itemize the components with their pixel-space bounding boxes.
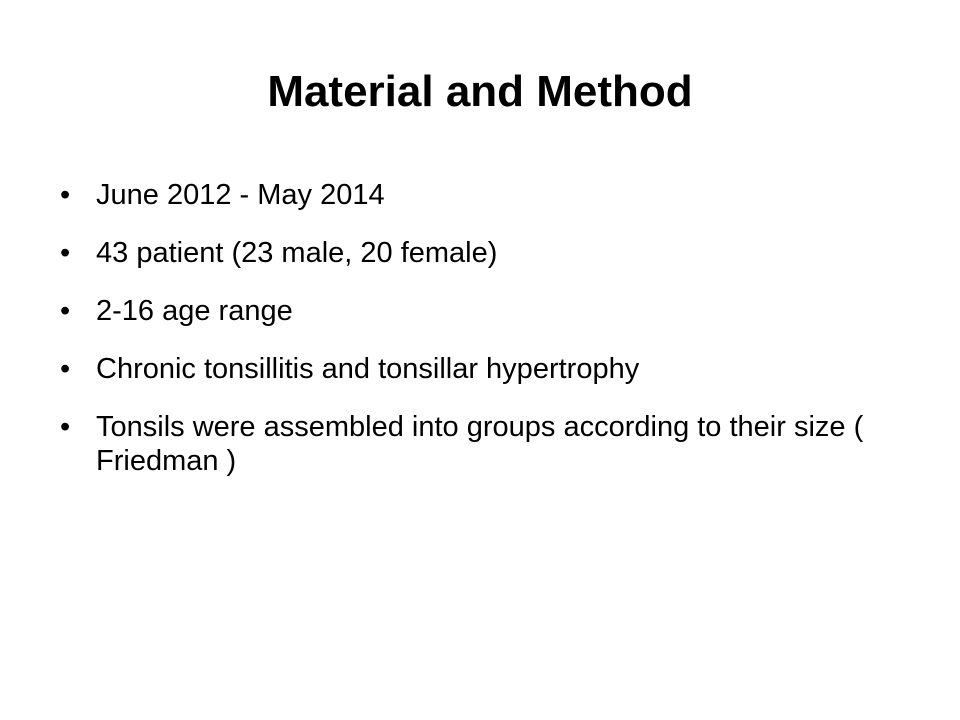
bullet-item-patients xyxy=(60,236,920,270)
bullet-item-diagnosis xyxy=(60,352,920,386)
bullet-text: Chronic tonsillitis and tonsillar hypertrophy xyxy=(96,353,640,385)
bullet-list xyxy=(60,178,920,502)
bullet-text: 2-16 age range xyxy=(96,295,293,327)
bullet-icon: • xyxy=(60,237,71,269)
bullet-item-age-range xyxy=(60,294,920,328)
slide-title: Material and Method xyxy=(267,67,693,116)
bullet-text: 43 patient (23 male, 20 female) xyxy=(96,237,498,269)
bullet-text: Tonsils were assembled into groups according to their size ( Friedman ) xyxy=(96,411,864,477)
bullet-item-grouping xyxy=(60,410,920,478)
bullet-icon: • xyxy=(60,179,71,211)
bullet-icon: • xyxy=(60,295,71,327)
bullet-icon: • xyxy=(60,353,71,385)
bullet-icon: • xyxy=(60,411,71,443)
bullet-item-date-range xyxy=(60,178,920,212)
bullet-text: June 2012 - May 2014 xyxy=(96,179,385,211)
